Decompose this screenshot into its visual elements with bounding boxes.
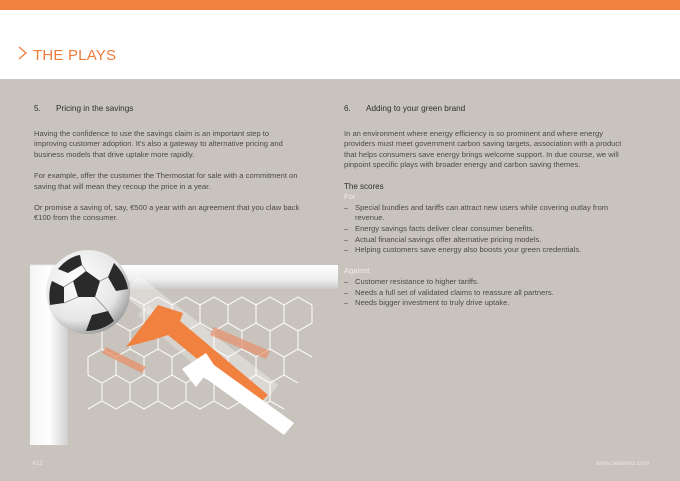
dash-bullet: – [344,298,349,308]
dash-bullet: – [344,245,349,255]
small-arrow [102,347,146,373]
section-number: 6. [344,104,351,113]
dash-bullet: – [344,287,349,297]
list-item [344,277,634,288]
dash-bullet: – [344,223,349,233]
for-list [344,203,634,256]
against-label: Against [344,266,370,276]
section-heading-green-brand [344,104,634,115]
top-accent-bar [0,0,680,10]
list-item [344,245,634,256]
list-item-text: Needs bigger investment to truly drive uptake. [355,298,510,308]
section-heading-text: Adding to your green brand [366,104,466,113]
dash-bullet: – [344,202,349,212]
header [0,10,680,79]
page-number: #12 [32,460,43,467]
chevron-right-icon [16,46,30,60]
page-title: THE PLAYS [33,47,117,64]
list-item-text: Customer resistance to higher tariffs. [355,276,479,286]
soccer-ball-icon [46,250,130,334]
right-column [344,104,634,309]
section-heading-text: Pricing in the savings [56,104,134,113]
list-item-text: Helping customers save energy also boosts your green credentials. [355,245,582,255]
scores-title: The scores [344,181,384,191]
for-label: For [344,192,356,202]
dash-bullet: – [344,276,349,286]
section-heading-pricing [34,104,304,115]
list-item-text: Actual financial savings offer alternative pricing models. [355,234,542,244]
footer-url: www.netatmo.com [595,460,649,467]
list-item [344,298,634,309]
list-item [344,203,634,224]
list-item [344,224,634,235]
paragraph: For example, offer the customer the Thermostat for sale with a commitment on saving that will mean they recoup the price in a year. [34,170,298,191]
left-column [34,104,304,235]
paragraph: Having the confidence to use the savings claim is an important step to improving customer adoption. It's also a gateway to alternative pricing and business models that drive uptake more rapidly. [34,128,283,159]
list-item [344,288,634,299]
list-item-text: Needs a full set of validated claims to reassure all partners. [355,287,554,297]
dash-bullet: – [344,234,349,244]
section-number: 5. [34,104,41,113]
paragraph: Or promise a saving of, say, €500 a year with an agreement that you claw back €100 from the consumer. [34,202,300,223]
goal-illustration [28,235,348,445]
list-item-text: Energy savings facts deliver clear consumer benefits. [355,223,535,233]
against-list [344,277,634,309]
paragraph: In an environment where energy efficiency is so prominent and where energy providers must meet government carbon saving targets, association with a product that helps consumers save energy brings welcome support. In due course, we will pinpoint specific plays with broader energy and carbon saving themes. [344,128,622,170]
list-item [344,235,634,246]
list-item-text: Special bundles and tariffs can attract new users while covering outlay from revenue. [355,202,609,223]
